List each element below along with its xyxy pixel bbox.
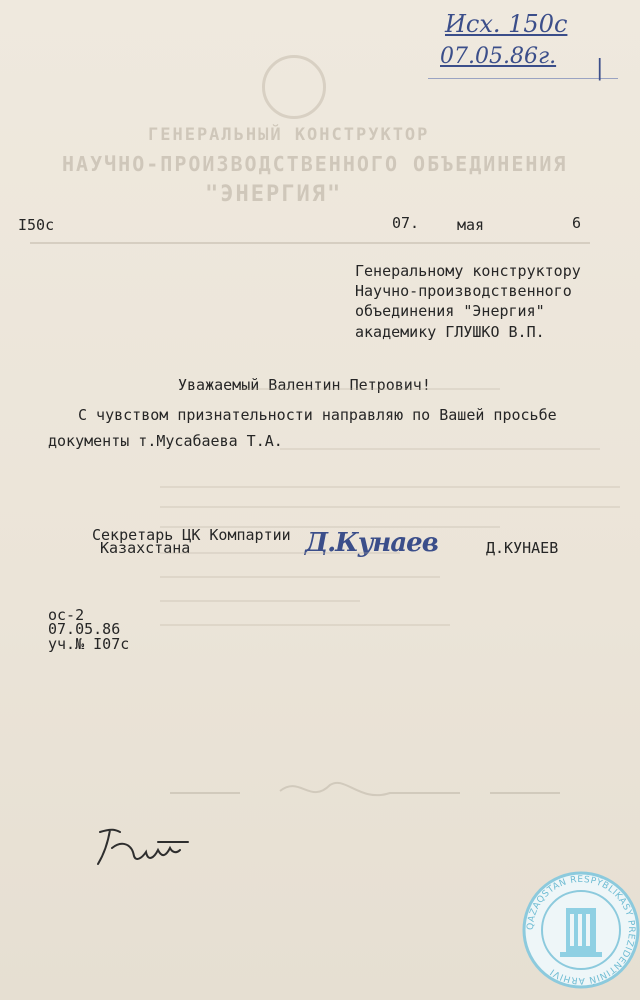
body-paragraph-line2: документы т.Мусабаева Т.А. [48, 432, 283, 450]
salutation: Уважаемый Валентин Петрович! [178, 376, 431, 394]
signatory-title-line1: Секретарь ЦК Компартии [92, 526, 291, 544]
addressee-line: Научно-производственного [355, 282, 572, 300]
signatory-name: Д.КУНАЕВ [486, 539, 559, 557]
archive-seal [522, 860, 640, 1000]
addressee-line: объединения "Энергия" [355, 302, 545, 320]
addressee-line: академику ГЛУШКО В.П. [355, 323, 545, 341]
faded-reverse-signature [160, 775, 570, 805]
faded-rule [30, 242, 590, 244]
faded-reverse-text [160, 370, 620, 690]
letter-month: мая [457, 216, 485, 234]
faded-letterhead-line3: "ЭНЕРГИЯ" [205, 182, 343, 207]
faded-letterhead-line2: НАУЧНО-ПРОИЗВОДСТВЕННОГО ОБЪЕДИНЕНИЯ [62, 152, 568, 176]
faded-emblem [262, 55, 326, 119]
letter-year: 6 [572, 214, 582, 232]
footer-ref-line: уч.№ I07с [48, 635, 130, 653]
stamp-tick-mark: | [596, 56, 604, 81]
faded-letterhead-line1: ГЕНЕРАЛЬНЫЙ КОНСТРУКТОР [148, 125, 430, 145]
footer-ref-line: ос-2 [48, 606, 85, 624]
letter-number: I50c [18, 216, 55, 234]
archive-seal-text: QAZAQSTAN RESPÝBLIKASY PREZIDENTINIŃ ARHIVI [525, 874, 637, 986]
footer-ref-line: 07.05.86 [48, 620, 121, 638]
letter-day: 07. [392, 214, 420, 232]
outgoing-date: 07.05.86г. [440, 44, 557, 69]
body-paragraph-line1: С чувством признательности направляю по Вашей просьбе [78, 406, 557, 424]
signatory-title-line2: Казахстана [100, 539, 191, 557]
handwritten-initial [92, 822, 202, 872]
addressee-line: Генеральному конструктору [355, 262, 581, 280]
handwritten-signature: Д.Кунаев [305, 528, 438, 558]
outgoing-number: Исх. 150с [445, 10, 568, 38]
